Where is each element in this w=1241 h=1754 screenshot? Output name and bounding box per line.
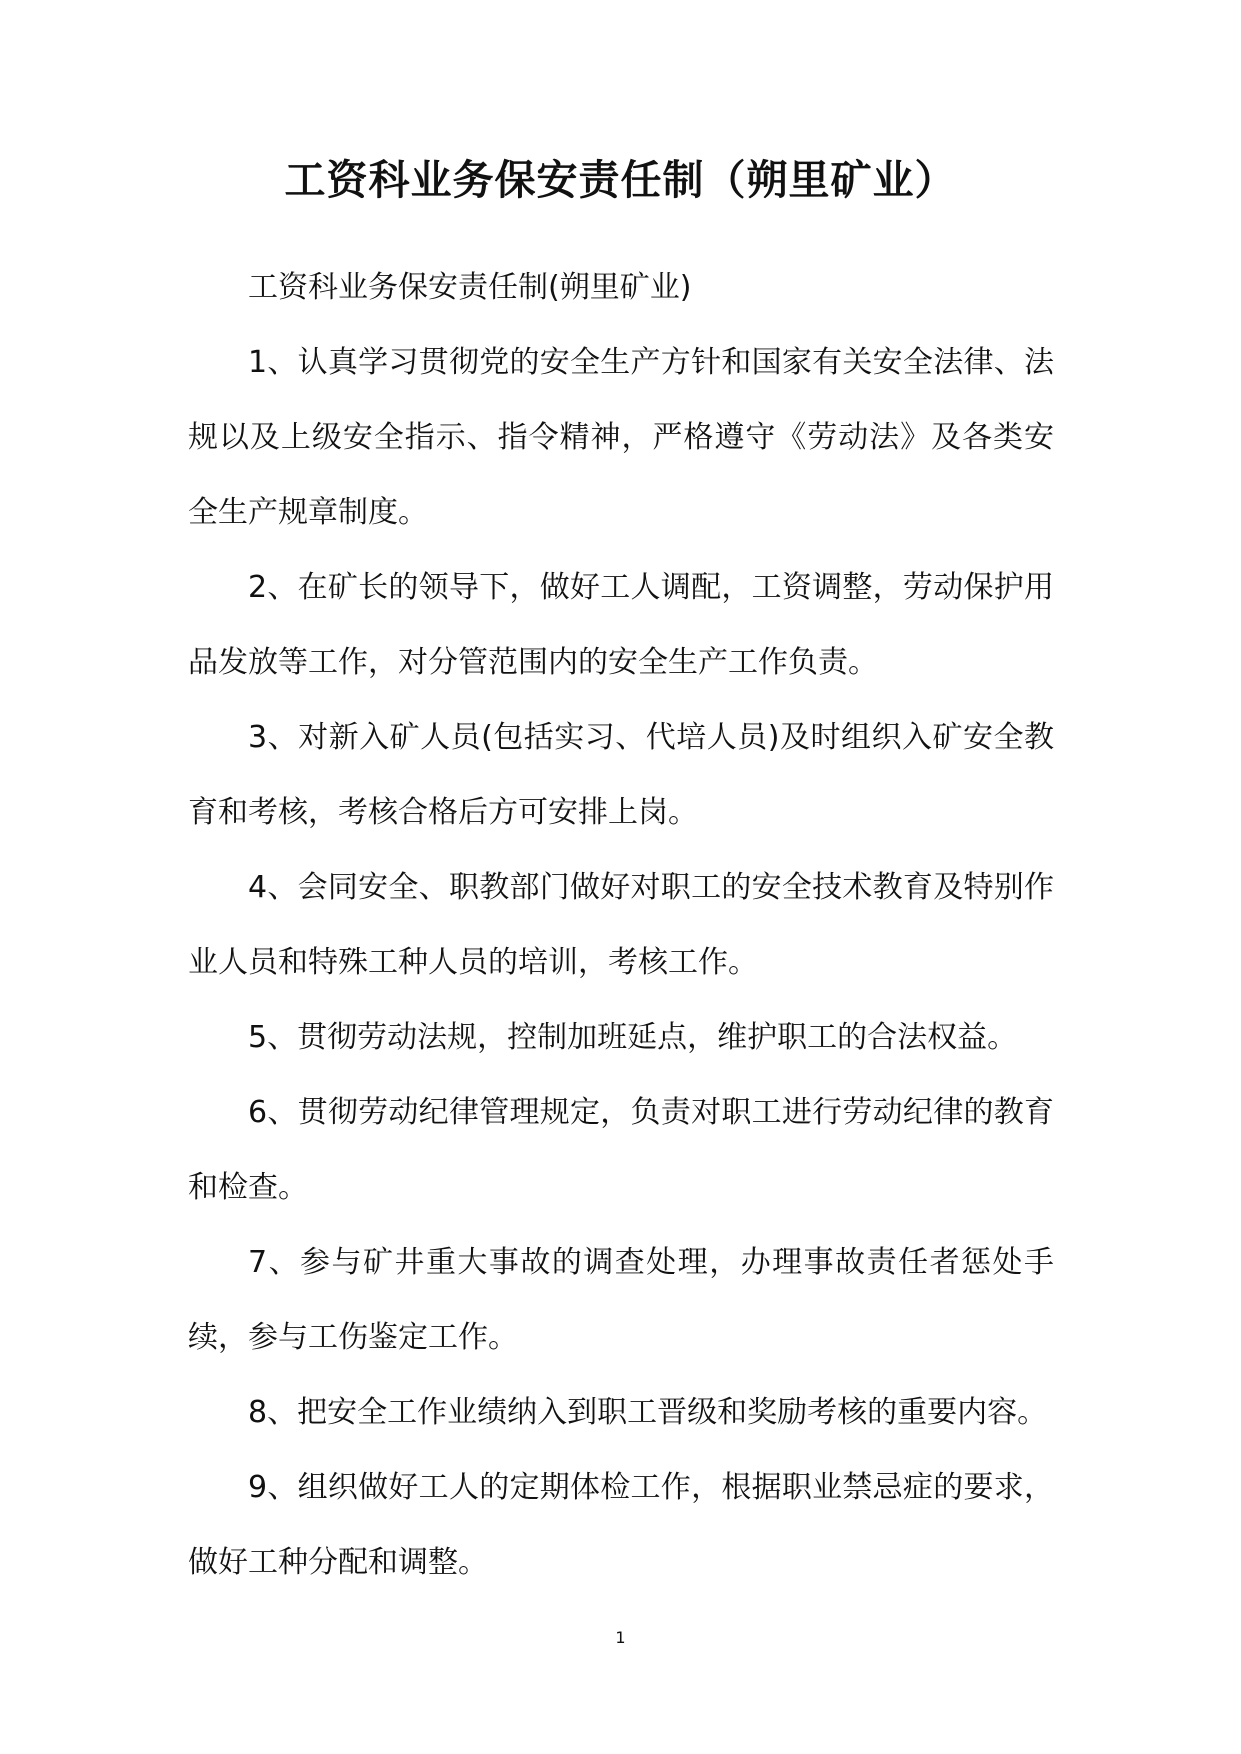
list-item: 7、参与矿井重大事故的调查处理，办理事故责任者惩处手续，参与工伤鉴定工作。 bbox=[188, 1245, 1054, 1355]
subtitle-paragraph: 工资科业务保安责任制(朔里矿业) bbox=[248, 270, 692, 305]
list-item: 1、认真学习贯彻党的安全生产方针和国家有关安全法律、法规以及上级安全指示、指令精神，严格遵守《劳动法》及各类安全生产规章制度。 bbox=[188, 345, 1054, 530]
list-item: 6、贯彻劳动纪律管理规定，负责对职工进行劳动纪律的教育和检查。 bbox=[188, 1095, 1054, 1205]
list-item: 5、贯彻劳动法规，控制加班延点，维护职工的合法权益。 bbox=[248, 1020, 1018, 1055]
document-body bbox=[188, 250, 1054, 1600]
page-number: 1 bbox=[615, 1628, 626, 1647]
list-item: 4、会同安全、职教部门做好对职工的安全技术教育及特别作业人员和特殊工种人员的培训，考核工作。 bbox=[188, 870, 1054, 980]
list-item: 9、组织做好工人的定期体检工作，根据职业禁忌症的要求，做好工种分配和调整。 bbox=[188, 1470, 1054, 1580]
list-item: 3、对新入矿人员(包括实习、代培人员)及时组织入矿安全教育和考核，考核合格后方可安排上岗。 bbox=[188, 720, 1054, 830]
list-item: 8、把安全工作业绩纳入到职工晋级和奖励考核的重要内容。 bbox=[248, 1395, 1048, 1430]
page-title: 工资科业务保安责任制（朔里矿业） bbox=[284, 156, 957, 204]
list-item: 2、在矿长的领导下，做好工人调配，工资调整，劳动保护用品发放等工作，对分管范围内的安全生产工作负责。 bbox=[188, 570, 1054, 680]
